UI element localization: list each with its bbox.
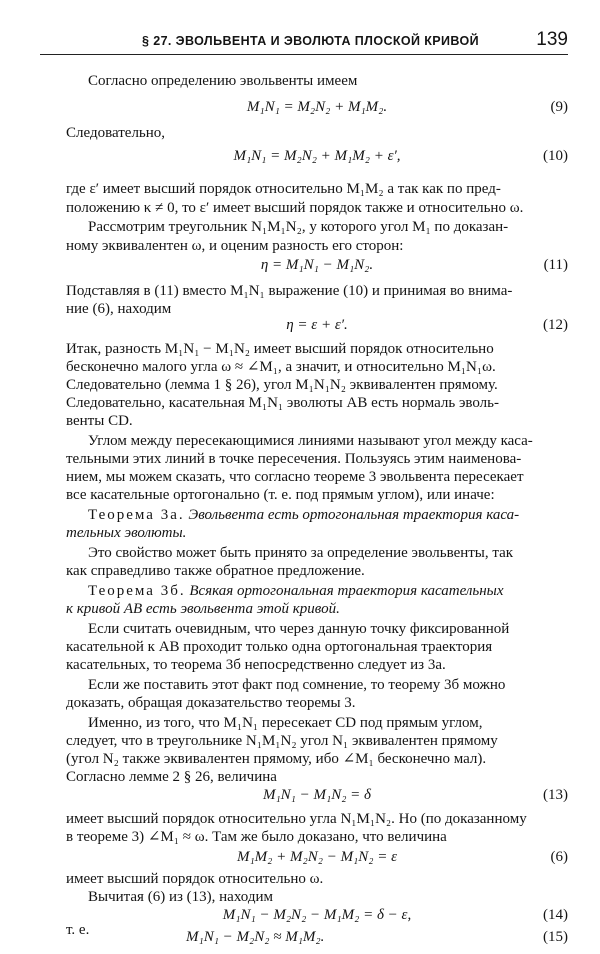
text-line: доказать, обращая доказательство теоремы 3. [66, 695, 356, 711]
text-line: где ε′ имеет высший порядок относительно M₁M₂ а так как по пред- [66, 181, 501, 197]
equation-9-formula: M₁N₁ = M₂N₂ + M₁M₂. [246, 99, 388, 115]
equation-13-number: (13) [543, 787, 568, 803]
theorem-3a [88, 506, 568, 524]
text-line: касательных, то теорема 3б непосредственно следует из 3а. [66, 657, 446, 673]
equation-15-number: (15) [543, 929, 568, 945]
equation-13-formula: M₁N₁ − M₁N₂ = δ [262, 787, 372, 803]
text-line: Следовательно, касательная M₁N₁ эволюты AB есть нормаль эволь- [66, 395, 500, 411]
paragraph-therefore: Следовательно, [66, 125, 166, 141]
text-line: Согласно лемме 2 § 26, величина [66, 769, 277, 785]
text-line: Вычитая (6) из (13), находим [88, 889, 273, 905]
text-line: положению κ ≠ 0, то ε′ имеет высший порядок также и относительно ω. [66, 200, 524, 216]
text-line: как справедливо также обратное предложение. [66, 563, 365, 579]
text-line: тельными этих линий в точке пересечения. Пользуясь этим наименова- [66, 451, 522, 467]
theorem-3a-text-cont: тельных эволюты. [66, 525, 187, 541]
text-line: Углом между пересекающимися линиями называют угол между каса- [88, 433, 533, 449]
page-number: 139 [536, 29, 568, 50]
theorem-3b-text-cont: к кривой AB есть эвольвента этой кривой. [66, 601, 340, 617]
equation-14-number: (14) [543, 907, 568, 923]
text-line: бесконечно малого угла ω ≈ ∠M₁, а значит, и относительно M₁N₁ω. [66, 359, 496, 375]
equation-6 [66, 846, 568, 868]
equation-11-formula: η = M₁N₁ − M₁N₂. [260, 257, 374, 273]
equation-10 [66, 145, 568, 167]
section-title: § 27. ЭВОЛЬВЕНТА И ЭВОЛЮТА ПЛОСКОЙ КРИВОЙ [142, 34, 480, 48]
theorem-3b-label: Теорема 3б. [88, 583, 186, 599]
equation-9-number: (9) [550, 99, 568, 115]
theorem-3a-text: Эвольвента есть ортогональная траектория каса- [188, 507, 520, 523]
text-line: ние (6), находим [66, 301, 172, 317]
equation-12-formula: η = ε + ε′. [286, 317, 348, 333]
equation-14-formula: M₁N₁ − M₂N₂ − M₁M₂ = δ − ε, [222, 907, 412, 923]
text-line: все касательные ортогонально (т. е. под прямым углом), или иначе: [66, 487, 495, 503]
text-line: Следовательно (лемма 1 § 26), угол M₁N₁N₂ эквивалентен прямому. [66, 377, 498, 393]
text-line: ному эквивалентен ω, и оценим разность его сторон: [66, 238, 404, 254]
text-line: имеет высший порядок относительно ω. [66, 871, 324, 887]
text-line: Если считать очевидным, что через данную точку фиксированной [88, 621, 510, 637]
text-line: Подставляя в (11) вместо M₁N₁ выражение (10) и принимая во внима- [66, 283, 513, 299]
text-line: (угол N₂ также эквивалентен прямому, ибо ∠M₁ бесконечно мал). [66, 751, 487, 767]
equation-11 [66, 254, 568, 276]
text-line: венты CD. [66, 413, 133, 429]
equation-13 [66, 784, 568, 806]
text-line: Это свойство может быть принято за определение эвольвенты, так [88, 545, 514, 561]
equation-12-number: (12) [543, 317, 568, 333]
text-line: имеет высший порядок относительно угла N₁M₁N₂. Но (по доказанному [66, 811, 527, 827]
equation-10-number: (10) [543, 148, 568, 164]
text-line: в теореме 3) ∠M₁ ≈ ω. Там же было доказано, что величина [66, 829, 447, 845]
equation-11-number: (11) [543, 257, 568, 273]
text-line: касательной к AB проходит только одна ортогональная траектория [66, 639, 493, 655]
theorem-3b [88, 582, 568, 600]
text-line: Именно, из того, что M₁N₁ пересекает CD под прямым углом, [88, 715, 483, 731]
text-line: Рассмотрим треугольник N₁M₁N₂, у которого угол M₁ по доказан- [88, 219, 509, 235]
equation-6-number: (6) [550, 849, 568, 865]
equation-10-formula: M₁N₁ = M₂N₂ + M₁M₂ + ε′, [233, 148, 401, 164]
text-line: Итак, разность M₁N₁ − M₁N₂ имеет высший порядок относительно [66, 341, 494, 357]
equation-12 [66, 314, 568, 336]
equation-9 [66, 96, 568, 118]
text-line: Если же поставить этот факт под сомнение, то теорему 3б можно [88, 677, 506, 693]
text-line: т. е. [66, 922, 90, 938]
equation-15-formula: M₁N₁ − M₂N₂ ≈ M₁M₂. [186, 929, 325, 945]
equation-15 [66, 926, 568, 948]
text-line: следует, что в треугольнике N₁M₁N₂ угол N₁ эквивалентен прямому [66, 733, 498, 749]
running-header [40, 29, 568, 55]
equation-14 [66, 904, 568, 926]
text-line: нием, мы можем сказать, что согласно теореме 3 эвольвента пересекает [66, 469, 524, 485]
equation-6-formula: M₁M₂ + M₂N₂ − M₁N₂ = ε [236, 849, 398, 865]
theorem-3a-label: Теорема 3а. [88, 507, 185, 523]
paragraph-intro: Согласно определению эвольвенты имеем [88, 73, 358, 89]
theorem-3b-text: Всякая ортогональная траектория касательных [189, 583, 504, 599]
